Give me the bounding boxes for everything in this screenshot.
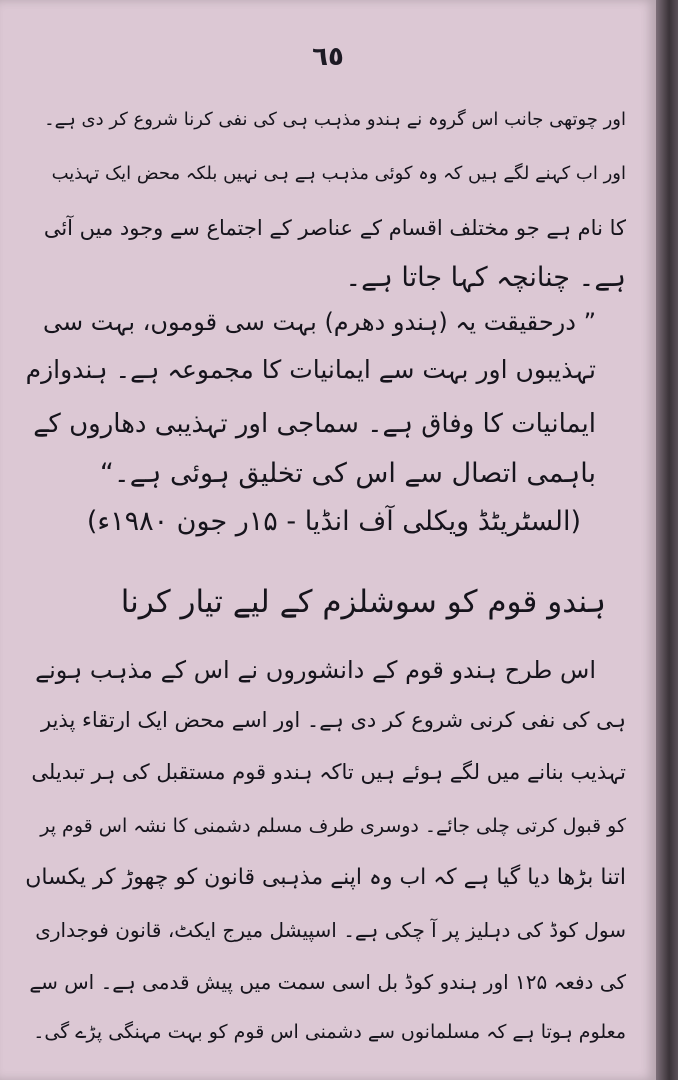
paragraph-2-line-2: ہی کی نفی کرنی شروع کر دی ہے۔ اور اسے محض ایک ارتقاء پذیر xyxy=(40,708,626,732)
paragraph-1-line-4: ہے۔ چنانچہ کہا جاتا ہے۔ xyxy=(345,262,626,293)
quote-line-1: ” درحقیقت یہ (ہندو دھرم) بہت سی قوموں، بہت سی xyxy=(42,308,596,336)
quote-line-3: ایمانیات کا وفاق ہے۔ سماجی اور تہذیبی دھاروں کے xyxy=(33,409,596,439)
paragraph-2-line-8: معلوم ہوتا ہے کہ مسلمانوں سے دشمنی اس قوم کو بہت مہنگی پڑے گی۔ xyxy=(33,1021,626,1043)
paragraph-2-line-1: اس طرح ہندو قوم کے دانشوروں نے اس کے مذہب ہونے xyxy=(35,656,596,684)
book-spine xyxy=(656,0,678,1080)
page-number: ٦٥ xyxy=(312,42,344,72)
quote-line-4: باہمی اتصال سے اس کی تخلیق ہوئی ہے۔“ xyxy=(99,458,596,489)
paragraph-2-line-7: کی دفعہ ۱۲۵ اور ہندو کوڈ بل اسی سمت میں پیش قدمی ہے۔ اس سے xyxy=(29,970,626,994)
paragraph-2-line-6: سول کوڈ کی دہلیز پر آ چکی ہے۔ اسپیشل میرج ایکٹ، قانون فوجداری xyxy=(35,918,626,942)
paragraph-2-line-3: تہذیب بنانے میں لگے ہوئے ہیں تاکہ ہندو قوم مستقبل کی ہر تبدیلی xyxy=(31,760,626,784)
paragraph-1-line-3: کا نام ہے جو مختلف اقسام کے عناصر کے اجتماع سے وجود میں آئی xyxy=(43,216,626,240)
paragraph-2-line-5: اتنا بڑھا دیا گیا ہے کہ اب وہ اپنے مذہبی قانون کو چھوڑ کر یکساں xyxy=(25,865,626,890)
paragraph-1-line-1: اور چوتھی جانب اس گروہ نے ہندو مذہب ہی کی نفی کرنا شروع کر دی ہے۔ xyxy=(44,109,626,130)
section-heading: ہندو قوم کو سوشلزم کے لیے تیار کرنا xyxy=(120,584,606,620)
paragraph-2-line-4: کو قبول کرتی چلی جائے۔ دوسری طرف مسلم دشمنی کا نشہ اس قوم پر xyxy=(40,815,626,837)
paragraph-1-line-2: اور اب کہنے لگے ہیں کہ وہ کوئی مذہب ہے ہی نہیں بلکہ محض ایک تہذیب xyxy=(51,163,626,184)
citation: (السٹریٹڈ ویکلی آف انڈیا - ۱۵ر جون ۱۹۸۰ء) xyxy=(86,506,581,537)
quote-line-2: تہذیبوں اور بہت سے ایمانیات کا مجموعہ ہے۔ ہندوازم xyxy=(25,355,596,384)
